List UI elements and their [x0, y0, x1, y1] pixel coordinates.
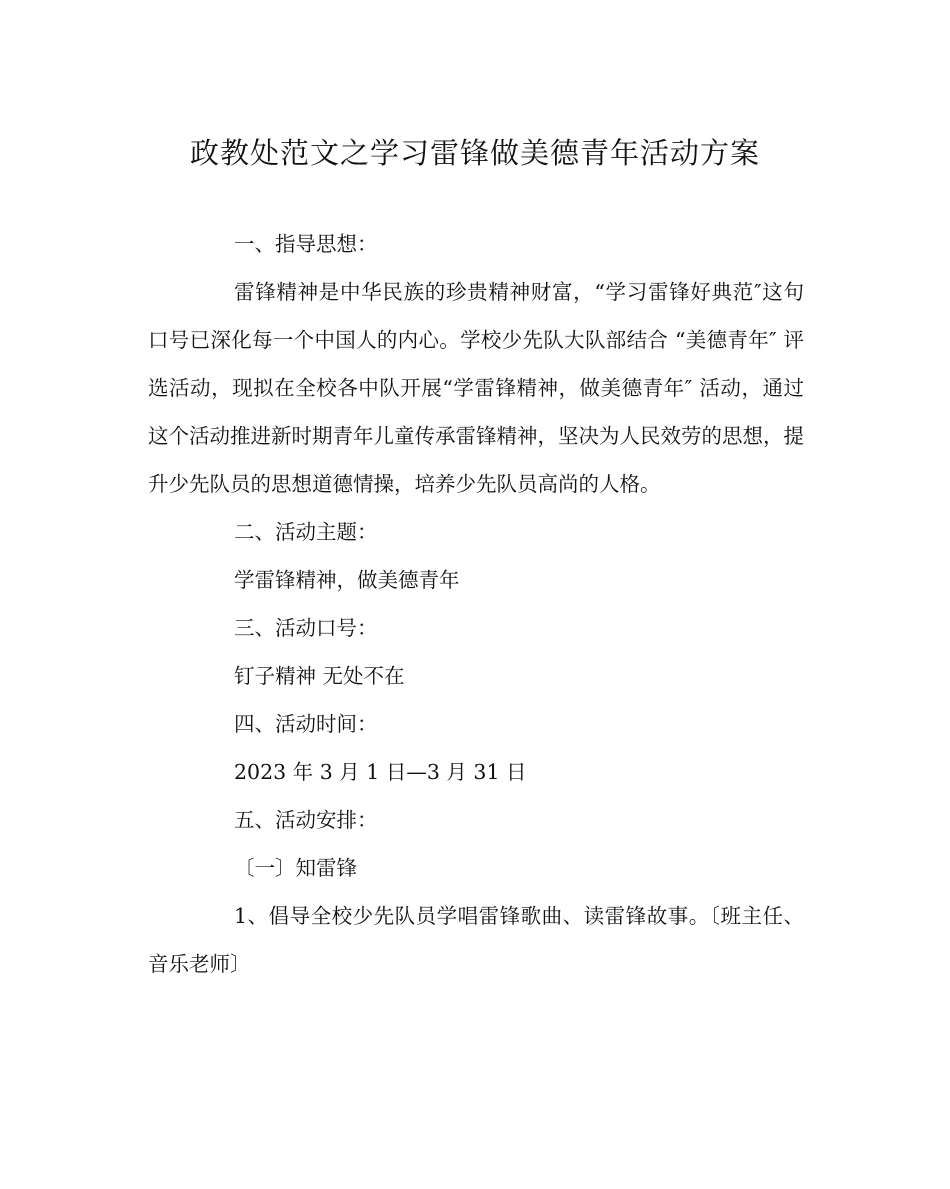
section-heading-guiding: 一、指导思想： — [234, 232, 378, 256]
document-body — [148, 220, 804, 988]
paragraph-guiding: 雷锋精神是中华民族的珍贵精神财富，“学习雷锋好典范″这句口号已深化每一个中国人的内心。学校少先队大队部结合 “美德青年″ 评选活动，现拟在全校各中队开展“学雷锋精神，做美德青年″ 活动，通过这个活动推进新时期青年儿童传承雷锋精神，坚决为人民效劳的思想，提升少先队员的思想道德情操，培养少先队员高尚的人格。 — [148, 280, 804, 496]
section-heading-slogan: 三、活动口号： — [234, 616, 378, 640]
section-heading-time: 四、活动时间： — [234, 712, 378, 736]
paragraph-time: 2023 年 3 月 1 日—3 月 31 日 — [234, 760, 527, 784]
list-item: 1、倡导全校少先队员学唱雷锋歌曲、读雷锋故事。〔班主任、音乐老师〕 — [148, 904, 804, 976]
paragraph-slogan: 钉子精神 无处不在 — [234, 664, 405, 688]
section-heading-arrangement: 五、活动安排： — [234, 808, 378, 832]
sub-heading-know-leifeng: 〔一〕知雷锋 — [234, 856, 357, 880]
section-heading-theme: 二、活动主题： — [234, 520, 378, 544]
paragraph-theme: 学雷锋精神，做美德青年 — [234, 568, 460, 592]
document-title: 政教处范文之学习雷锋做美德青年活动方案 — [189, 136, 760, 170]
